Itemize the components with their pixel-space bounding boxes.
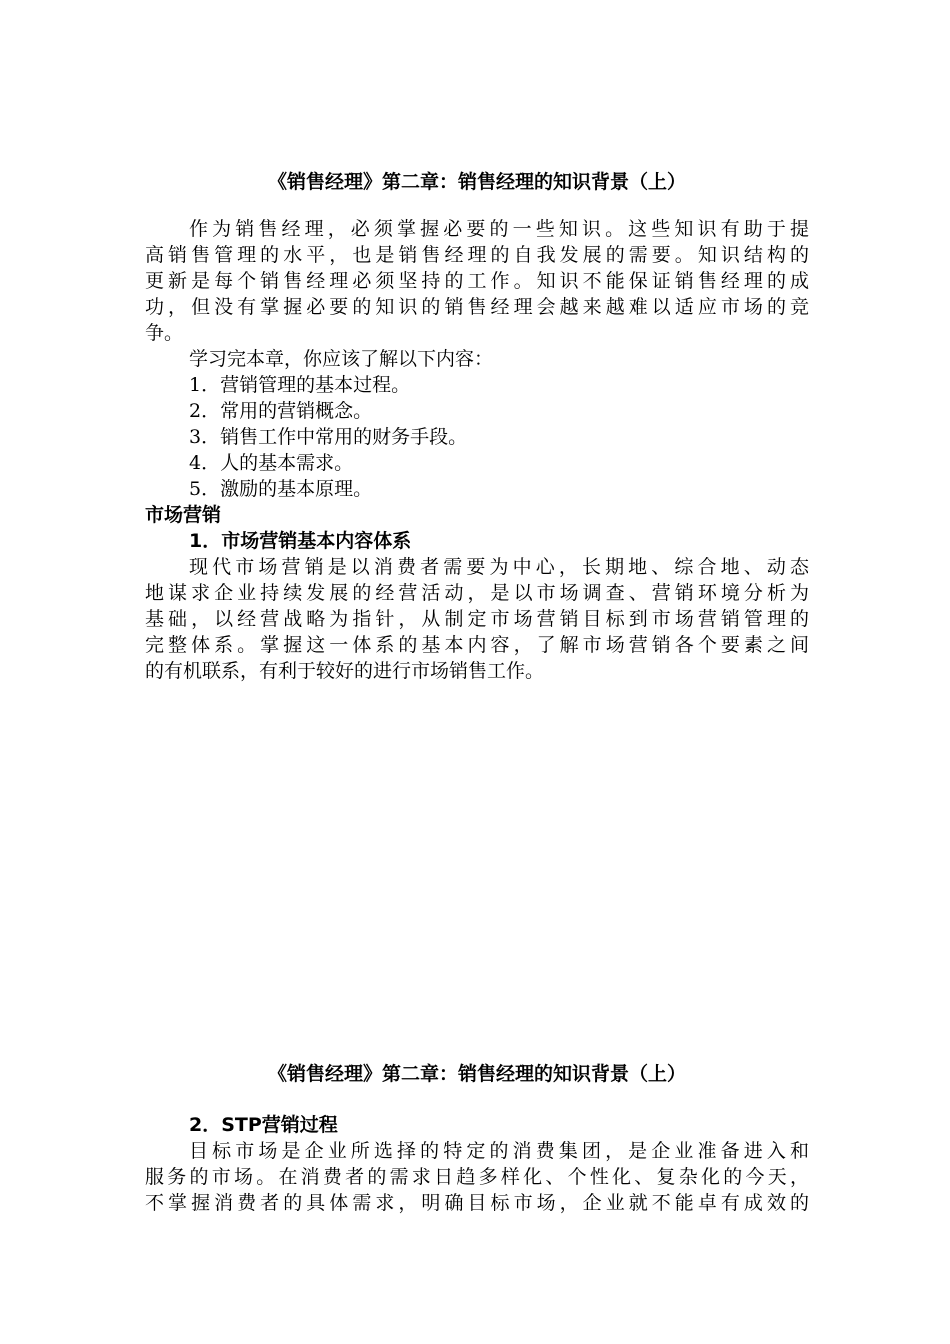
- list-item: 1．营销管理的基本过程。: [189, 374, 411, 396]
- section-block-2: [145, 1112, 809, 1216]
- list-item: 2．常用的营销概念。: [189, 400, 373, 422]
- subheading: 1．市场营销基本内容体系: [189, 530, 412, 552]
- text-line: 服务的市场。在消费者的需求日趋多样化、个性化、复杂化的今天，: [145, 1166, 809, 1188]
- section-block: [145, 502, 809, 684]
- text-line: 基础，以经营战略为指针，从制定市场营销目标到市场营销管理的: [145, 608, 809, 630]
- learning-objectives: [145, 346, 809, 502]
- list-item: 3．销售工作中常用的财务手段。: [189, 426, 468, 448]
- text-line: 的有机联系，有利于较好的进行市场销售工作。: [145, 660, 545, 682]
- text-line: 地谋求企业持续发展的经营活动，是以市场调查、营销环境分析为: [145, 582, 809, 604]
- subheading: 2．STP营销过程: [189, 1114, 338, 1136]
- page-title-2: 《销售经理》第二章：销售经理的知识背景（上）: [267, 1063, 686, 1085]
- page-title: 《销售经理》第二章：销售经理的知识背景（上）: [267, 171, 686, 193]
- text-line: 目标市场是企业所选择的特定的消费集团，是企业准备进入和: [189, 1140, 809, 1162]
- text-line: 争。: [145, 322, 184, 344]
- text-line: 完整体系。掌握这一体系的基本内容，了解市场营销各个要素之间: [145, 634, 809, 656]
- text-line: 功，但没有掌握必要的知识的销售经理会越来越难以适应市场的竞: [145, 296, 809, 318]
- text-line: 现代市场营销是以消费者需要为中心，长期地、综合地、动态: [189, 556, 809, 578]
- list-item: 4．人的基本需求。: [189, 452, 354, 474]
- section-heading: 市场营销: [145, 504, 222, 526]
- text-line: 不掌握消费者的具体需求，明确目标市场，企业就不能卓有成效的: [145, 1192, 809, 1214]
- text-line: 高销售管理的水平，也是销售经理的自我发展的需要。知识结构的: [145, 244, 809, 266]
- list-item: 5．激励的基本原理。: [189, 478, 373, 500]
- learn-intro: 学习完本章，你应该了解以下内容：: [189, 348, 494, 370]
- intro-paragraph: [145, 216, 809, 346]
- text-line: 作为销售经理，必须掌握必要的一些知识。这些知识有助于提: [189, 218, 809, 240]
- text-line: 更新是每个销售经理必须坚持的工作。知识不能保证销售经理的成: [145, 270, 809, 292]
